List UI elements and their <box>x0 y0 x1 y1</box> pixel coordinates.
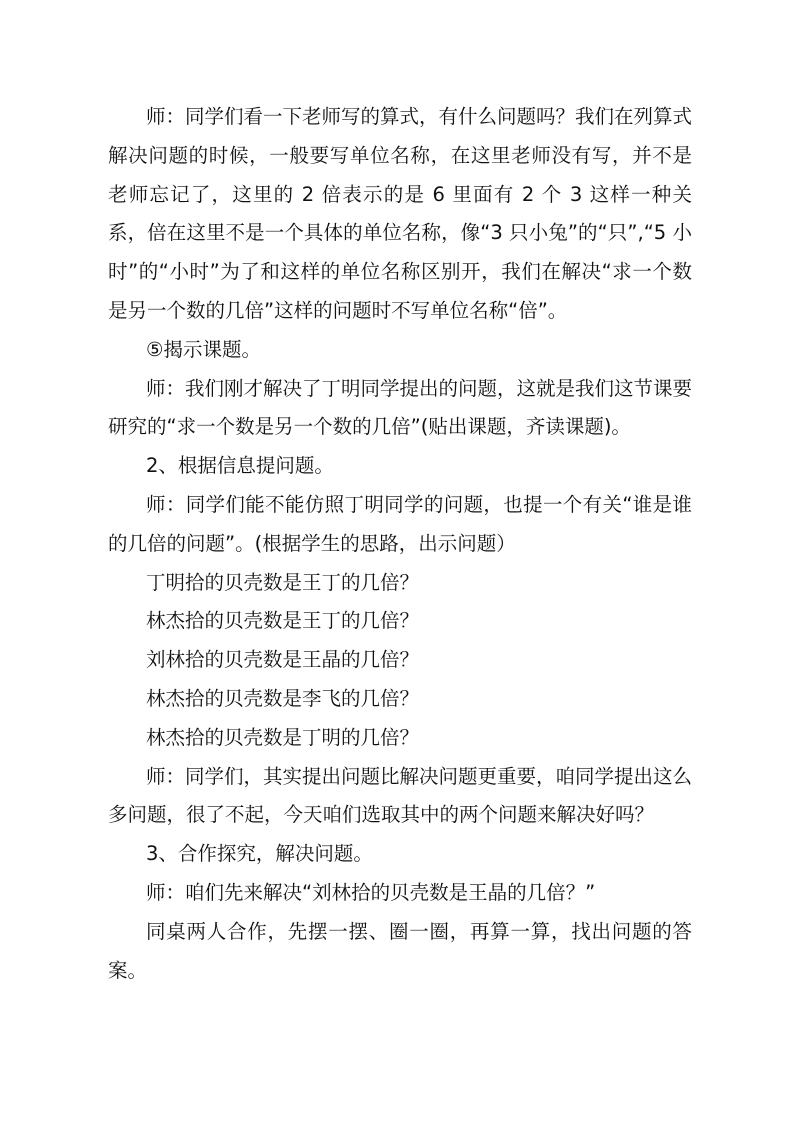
question-item: 林杰拾的贝壳数是王丁的几倍？ <box>146 609 420 633</box>
section-heading-ask-questions: 2、根据信息提问题。 <box>146 454 334 478</box>
paragraph-teacher-topic: 师：我们刚才解决了丁明同学提出的问题，这就是我们这节课要研究的“求一个数是另一个数的几倍”(贴出课题，齐读课题)。 <box>108 376 693 439</box>
question-item: 刘林拾的贝壳数是王晶的几倍？ <box>146 648 420 672</box>
document-body <box>108 98 692 990</box>
paragraph-teacher-praise: 师：同学们，其实提出问题比解决问题更重要，咱同学提出这么多问题，很了不起，今天咱们选取其中的两个问题来解决好吗？ <box>108 764 693 827</box>
question-item: 丁明拾的贝壳数是王丁的几倍？ <box>146 570 420 594</box>
paragraph-teacher-prompt: 师：同学们能不能仿照丁明同学的问题，也提一个有关“谁是谁的几倍的问题”。(根据学生的思路，出示问题） <box>108 492 692 555</box>
paragraph-reveal-topic: ⑤揭示课题。 <box>146 337 261 361</box>
paragraph-pair-work: 同桌两人合作，先摆一摆、圈一圈，再算一算，找出问题的答案。 <box>108 919 692 982</box>
paragraph-teacher-first-problem: 师：咱们先来解决“刘林拾的贝壳数是王晶的几倍？” <box>146 880 596 904</box>
paragraph-teacher-explanation: 师：同学们看一下老师写的算式，有什么问题吗？我们在列算式解决问题的时候，一般要写单位名称，在这里老师没有写，并不是老师忘记了，这里的 2 倍表示的是 6 里面有 2 个 3 这样一种关系，倍在这里不是一个具体的单位名称，像“3 只小兔”的“只”,“5 小时”的“小时”为了和这样的单位名称区别开，我们在解决“求一个数是另一个数的几倍”这样的问题时不写单位名称“倍”。 <box>108 105 693 322</box>
question-item: 林杰拾的贝壳数是李飞的几倍？ <box>146 686 420 710</box>
question-item: 林杰拾的贝壳数是丁明的几倍？ <box>146 725 420 749</box>
section-heading-cooperate: 3、合作探究，解决问题。 <box>146 842 373 866</box>
